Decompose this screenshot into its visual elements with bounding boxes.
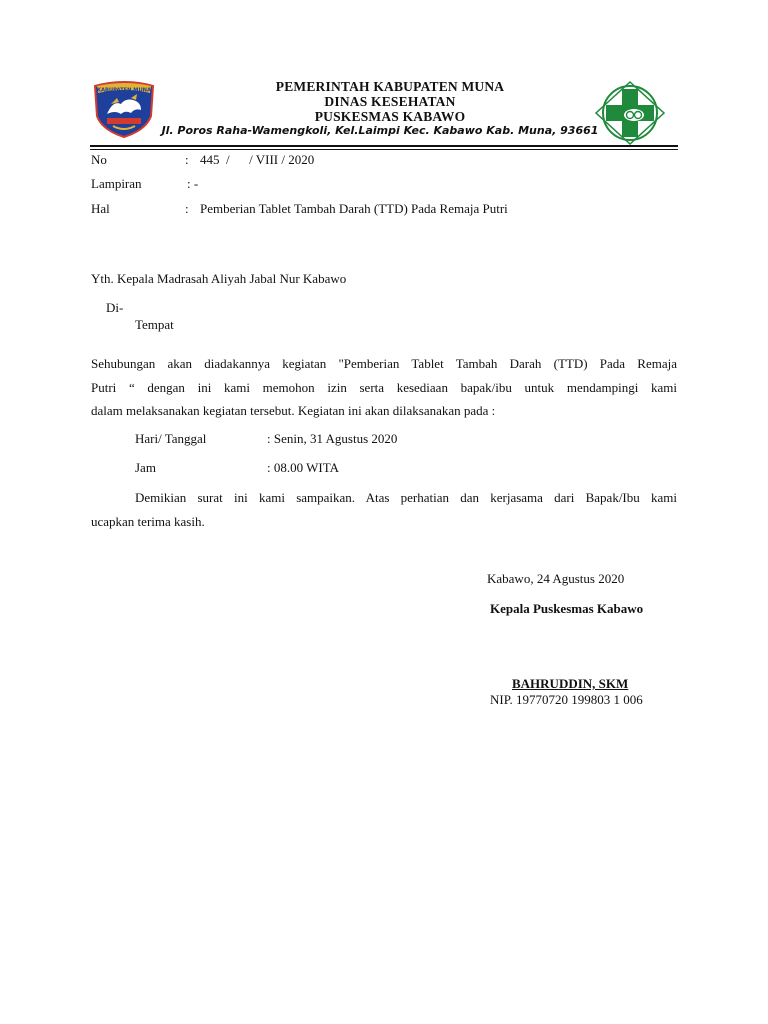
meta-hal-label: Hal xyxy=(91,201,110,216)
letterhead-address: Jl. Poros Raha-Wamengkoli, Kel.Laimpi Kec. Kabawo Kab. Muna, 93661 xyxy=(161,124,599,137)
signature-nip: NIP. 19770720 199803 1 006 xyxy=(490,692,643,707)
schedule-time-value: : 08.00 WITA xyxy=(267,460,340,475)
body-paragraph-line: Putri “ dengan ini kami memohon izin serta kesediaan bapak/ibu untuk mendampingi kami xyxy=(91,379,677,395)
meta-no-colon: : xyxy=(185,152,189,167)
kabupaten-muna-emblem-icon xyxy=(91,80,157,138)
letterhead-divider-thick xyxy=(90,145,678,147)
recipient-di: Di- xyxy=(106,300,124,315)
body-paragraph-line: dalam melaksanakan kegiatan tersebut. Kegiatan ini akan dilaksanakan pada : xyxy=(91,403,496,418)
emblem-text: KABUPATEN MUNA xyxy=(96,87,152,94)
meta-no-value: 445 / / VIII / 2020 xyxy=(200,152,315,167)
closing-paragraph-line: Demikian surat ini kami sampaikan. Atas perhatian dan kerjasama dari Bapak/Ibu kami xyxy=(135,490,677,505)
meta-hal-colon: : xyxy=(185,201,189,216)
letterhead-government: PEMERINTAH KABUPATEN MUNA xyxy=(275,79,505,94)
body-paragraph xyxy=(91,352,677,423)
signature-place-date: Kabawo, 24 Agustus 2020 xyxy=(487,571,625,586)
body-paragraph-line: Sehubungan akan diadakannya kegiatan "Pemberian Tablet Tambah Darah (TTD) Pada Remaja xyxy=(91,356,677,371)
meta-lampiran-label: Lampiran xyxy=(91,176,142,191)
closing-paragraph xyxy=(91,486,677,533)
closing-paragraph-line: ucapkan terima kasih. xyxy=(91,513,205,529)
signature-position: Kepala Puskesmas Kabawo xyxy=(490,601,644,616)
letterhead-puskesmas: PUSKESMAS KABAWO xyxy=(314,109,466,124)
letterhead-divider-thin xyxy=(90,149,678,150)
schedule-time-label: Jam xyxy=(135,460,156,475)
recipient-tempat: Tempat xyxy=(135,317,174,332)
recipient-line: Yth. Kepala Madrasah Aliyah Jabal Nur Kabawo xyxy=(91,271,347,286)
meta-no-label: No xyxy=(91,152,107,167)
schedule-day-label: Hari/ Tanggal xyxy=(135,431,207,446)
schedule-day-value: : Senin, 31 Agustus 2020 xyxy=(267,431,398,446)
meta-hal-value: Pemberian Tablet Tambah Darah (TTD) Pada Remaja Putri xyxy=(200,201,508,216)
letterhead-department: DINAS KESEHATAN xyxy=(324,94,456,109)
meta-lampiran-colon: : - xyxy=(187,176,199,191)
signature-name: BAHRUDDIN, SKM xyxy=(512,676,629,691)
